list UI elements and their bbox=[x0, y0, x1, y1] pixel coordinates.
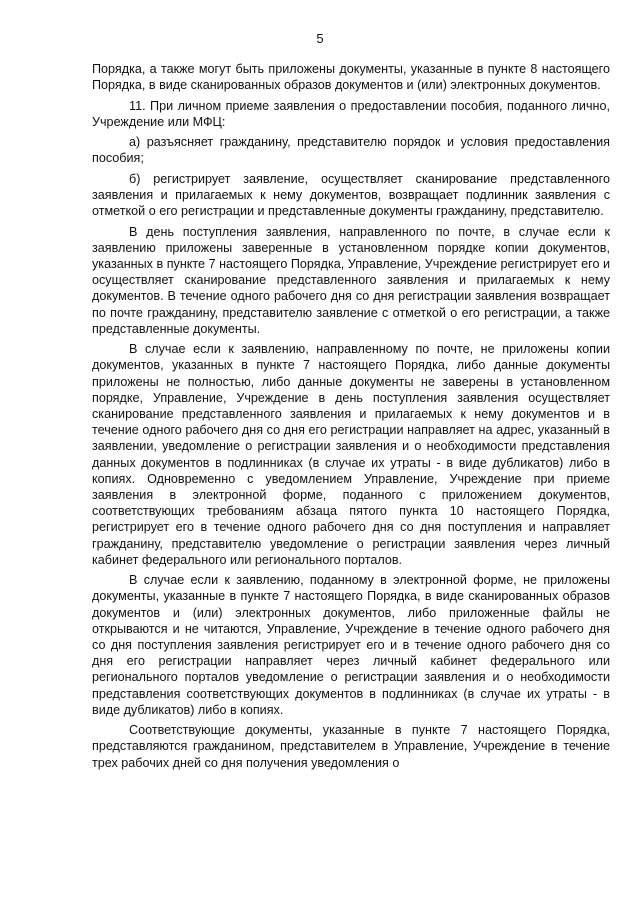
paragraph-documents-deadline: Соответствующие документы, указанные в пункте 7 настоящего Порядка, представляются гражданином, представителем в Управление, Учреждение в течение трех рабочих дней со дня получения уведомления о bbox=[92, 723, 610, 770]
paragraph-mail-submission: В день поступления заявления, направленного по почте, в случае если к заявлению приложены заверенные в установленном порядке копии документов, указанных в пункте 7 настоящего Порядка, Управление, Учреждение регистрирует его и осуществляет сканирование представленного заявления и прилагаемых к нему документов. В течение одного рабочего дня со дня регистрации заявления возвращает по почте гражданину, представителю заявление с отметкой о его регистрации, а также представленные документы. bbox=[92, 224, 610, 336]
paragraph-subitem-b: б) регистрирует заявление, осуществляет сканирование представленного заявления и прилагаемых к нему документов, возвращает подлинник заявления с отметкой о его регистрации и представленные документы гражданину, представителю. bbox=[92, 171, 610, 219]
paragraph-electronic-submission: В случае если к заявлению, поданному в электронной форме, не приложены документы, указанные в пункте 7 настоящего Порядка, в виде сканированных образов документов и (или) электронных документов, либо приложенные файлы не открываются и не читаются, Управление, Учреждение в течение одного рабочего дня со дня поступления заявления регистрирует его и в течение одного рабочего дня со дня его регистрации направляет через личный кабинет федерального или регионального порталов уведомление о регистрации заявления и о необходимости представления соответствующих документов в подлинниках (в случае их утраты - в виде дубликатов) либо в копиях. bbox=[92, 573, 610, 717]
document-body bbox=[92, 61, 610, 775]
page-number: 5 bbox=[316, 31, 324, 46]
paragraph-subitem-a: а) разъясняет гражданину, представителю порядок и условия предоставления пособия; bbox=[92, 135, 610, 166]
paragraph-missing-copies: В случае если к заявлению, направленному по почте, не приложены копии документов, указанных в пункте 7 настоящего Порядка, либо данные документы приложены не полностью, либо данные документы не заверены в установленном порядке, Управление, Учреждение в день поступления заявления осуществляет сканирование представленного заявления и прилагаемых к нему документов и в течение одного рабочего дня со дня его регистрации направляет на адрес, указанный в заявлении, уведомление о регистрации заявления и о необходимости представления данных документов в подлинниках (в случае их утраты - в виде дубликатов) либо в копиях. Одновременно с уведомлением Управление, Учреждение при приеме заявления в электронной форме, поданного с приложением документов, соответствующих требованиям абзаца пятого пункта 10 настоящего Порядка, регистрирует его в течение одного рабочего дня со дня поступления и направляет гражданину, представителю уведомление о регистрации заявления через личный кабинет федерального или регионального порталов. bbox=[92, 342, 610, 567]
paragraph-item-11: 11. При личном приеме заявления о предоставлении пособия, поданного лично, Учреждение или МФЦ: bbox=[92, 98, 610, 129]
paragraph-continuation: Порядка, а также могут быть приложены документы, указанные в пункте 8 настоящего Порядка, в виде сканированных образов документов и (или) электронных документов. bbox=[92, 62, 610, 93]
